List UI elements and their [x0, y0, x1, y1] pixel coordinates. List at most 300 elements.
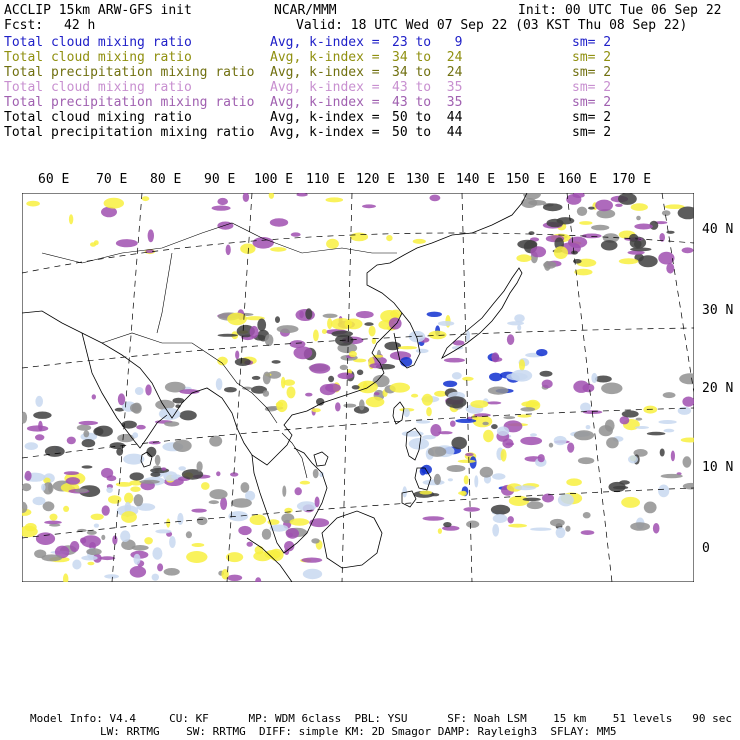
- field-k-range: 50 to 44: [392, 125, 463, 140]
- field-shade-blob: [422, 435, 436, 439]
- run-title: ACCLIP 15km ARW-GFS init: [4, 3, 192, 18]
- field-shade-blob: [35, 434, 44, 440]
- field-k-range: 50 to 44: [392, 110, 463, 125]
- field-shade-blob: [291, 232, 301, 236]
- field-shade-blob: [299, 311, 304, 318]
- field-shade-blob: [462, 377, 474, 381]
- field-shade-blob: [70, 541, 79, 552]
- field-shade-blob: [474, 475, 478, 487]
- field-shade-blob: [294, 346, 313, 359]
- field-shade-blob: [212, 206, 231, 211]
- field-shade-blob: [662, 210, 671, 216]
- field-shade-blob: [263, 390, 269, 397]
- field-shade-blob: [618, 193, 637, 205]
- field-shade-blob: [430, 493, 439, 496]
- field-shade-blob: [443, 522, 451, 527]
- field-shade-blob: [108, 495, 121, 504]
- field-shade-blob: [326, 197, 344, 202]
- longitude-label: 60 E: [38, 172, 70, 187]
- field-shade-blob: [404, 408, 410, 417]
- field-shade-blob: [621, 497, 640, 508]
- valid-time: Valid: 18 UTC Wed 07 Sep 22 (03 KST Thu 08 Sep 22): [296, 18, 688, 33]
- field-shade-blob: [549, 443, 553, 448]
- field-smoothing: sm= 2: [572, 80, 612, 95]
- field-shade-blob: [323, 314, 338, 318]
- field-shade-blob: [683, 456, 692, 467]
- field-shade-blob: [636, 216, 641, 221]
- field-name: Total precipitation mixing ratio: [4, 95, 255, 110]
- field-shade-blob: [636, 418, 643, 421]
- field-shade-blob: [540, 371, 553, 377]
- field-shade-blob: [536, 349, 547, 356]
- field-shade-blob: [192, 543, 205, 547]
- field-shade-blob: [554, 436, 567, 445]
- field-shade-blob: [50, 514, 58, 521]
- field-shade-blob: [257, 319, 266, 332]
- field-shade-blob: [352, 385, 360, 389]
- field-shade-blob: [573, 259, 582, 264]
- field-shade-blob: [630, 248, 651, 252]
- field-shade-blob: [357, 370, 363, 376]
- field-k-range: 43 to 35: [392, 80, 463, 95]
- field-shade-blob: [566, 478, 582, 486]
- field-shade-blob: [503, 416, 515, 419]
- field-shade-blob: [296, 193, 307, 197]
- field-shade-blob: [66, 477, 80, 485]
- field-shade-blob: [364, 322, 373, 326]
- field-shade-blob: [374, 392, 380, 395]
- field-shade-blob: [25, 442, 38, 450]
- field-shade-blob: [191, 509, 206, 513]
- field-shade-blob: [92, 394, 96, 399]
- field-shade-blob: [87, 562, 94, 565]
- field-shade-blob: [514, 485, 536, 490]
- field-shade-blob: [411, 394, 418, 398]
- longitude-label: 160 E: [558, 172, 598, 187]
- field-name: Total cloud mixing ratio: [4, 35, 192, 50]
- field-name: Total cloud mixing ratio: [4, 50, 192, 65]
- field-shade-blob: [121, 511, 137, 523]
- field-avg-label: Avg, k-index =: [270, 125, 380, 140]
- field-shade-blob: [25, 523, 37, 531]
- field-shade-blob: [506, 373, 527, 380]
- field-shade-blob: [530, 528, 551, 531]
- latitude-label: 40 N: [702, 222, 734, 237]
- field-shade-blob: [95, 426, 113, 437]
- field-shade-blob: [81, 556, 97, 561]
- field-shade-blob: [343, 404, 356, 408]
- field-shade-blob: [262, 529, 271, 540]
- field-shade-blob: [634, 224, 653, 230]
- field-shade-blob: [556, 527, 566, 538]
- field-shade-blob: [448, 478, 453, 481]
- field-shade-blob: [33, 497, 46, 505]
- field-shade-blob: [508, 524, 527, 528]
- field-shade-blob: [438, 431, 452, 434]
- field-name: Total precipitation mixing ratio: [4, 65, 255, 80]
- field-shade-blob: [145, 384, 151, 395]
- field-shade-blob: [275, 316, 280, 323]
- field-shade-blob: [458, 491, 465, 495]
- field-shade-blob: [217, 222, 233, 230]
- field-shade-blob: [658, 420, 676, 424]
- field-shade-blob: [311, 538, 319, 543]
- model-info-line1: Model Info: V4.4 CU: KF MP: WDM 6class PBL: YSU SF: Noah LSM 15 km 51 levels 90 sec: [30, 712, 732, 725]
- field-shade-blob: [470, 400, 488, 408]
- field-shade-blob: [586, 425, 591, 429]
- field-shade-blob: [520, 437, 542, 445]
- field-shade-blob: [303, 569, 322, 579]
- field-shade-blob: [235, 351, 239, 360]
- field-shade-blob: [305, 308, 312, 319]
- field-shade-blob: [130, 486, 140, 492]
- field-shade-blob: [270, 218, 288, 226]
- field-name: Total precipitation mixing ratio: [4, 125, 255, 140]
- field-shade-blob: [601, 383, 622, 395]
- field-shade-blob: [666, 231, 674, 234]
- forecast-hour: 42 h: [64, 18, 96, 33]
- field-shade-blob: [489, 373, 502, 382]
- field-shade-blob: [547, 219, 564, 228]
- field-shade-blob: [104, 574, 119, 578]
- field-k-range: 43 to 35: [392, 95, 463, 110]
- latitude-label: 0: [702, 541, 710, 556]
- field-shade-blob: [312, 408, 321, 412]
- field-shade-blob: [69, 214, 73, 224]
- field-shade-blob: [428, 447, 446, 457]
- field-shade-blob: [466, 521, 479, 528]
- field-shade-blob: [272, 360, 281, 364]
- field-shade-blob: [25, 471, 32, 481]
- field-shade-blob: [480, 467, 493, 478]
- field-shade-blob: [263, 372, 271, 385]
- field-shade-blob: [543, 261, 556, 269]
- field-shade-blob: [452, 372, 462, 379]
- field-shade-blob: [455, 419, 476, 423]
- field-shade-blob: [491, 505, 510, 515]
- field-shade-blob: [72, 560, 81, 570]
- field-shade-blob: [666, 263, 674, 274]
- field-shade-blob: [574, 269, 592, 276]
- field-k-range: 23 to 9: [392, 35, 463, 50]
- field-shade-blob: [310, 363, 331, 373]
- field-shade-blob: [102, 505, 110, 515]
- field-shade-blob: [173, 440, 192, 452]
- field-shade-blob: [416, 420, 431, 423]
- field-shade-blob: [241, 482, 250, 493]
- field-shade-blob: [567, 443, 574, 453]
- field-shade-blob: [463, 507, 480, 512]
- field-shade-blob: [82, 465, 93, 468]
- field-shade-blob: [443, 381, 457, 387]
- field-shade-blob: [313, 469, 319, 478]
- field-shade-blob: [362, 204, 376, 208]
- field-shade-blob: [434, 474, 441, 485]
- field-shade-blob: [595, 376, 612, 383]
- field-shade-blob: [647, 432, 666, 436]
- field-shade-blob: [277, 325, 299, 333]
- field-shade-blob: [135, 387, 144, 395]
- field-shade-blob: [155, 529, 171, 533]
- field-shade-blob: [75, 488, 88, 492]
- field-shade-blob: [300, 481, 310, 485]
- longitude-label: 70 E: [96, 172, 128, 187]
- field-shade-blob: [152, 574, 159, 581]
- field-shade-blob: [529, 231, 535, 235]
- field-shade-blob: [622, 410, 639, 417]
- field-shade-blob: [583, 512, 591, 518]
- field-shade-blob: [112, 535, 117, 544]
- field-shade-blob: [366, 397, 385, 408]
- field-shade-blob: [313, 330, 319, 342]
- field-shade-blob: [398, 346, 417, 349]
- center-label: NCAR/MMM: [274, 3, 337, 18]
- field-shade-blob: [658, 252, 674, 265]
- field-shade-blob: [591, 225, 609, 231]
- field-shade-blob: [409, 438, 429, 450]
- field-shade-blob: [429, 195, 440, 202]
- field-shade-blob: [130, 472, 144, 480]
- field-shade-blob: [178, 466, 186, 470]
- field-shade-blob: [235, 358, 251, 366]
- field-shade-blob: [630, 522, 650, 531]
- field-shade-blob: [290, 518, 310, 525]
- field-shade-blob: [420, 491, 433, 495]
- field-shade-blob: [35, 396, 43, 407]
- field-shade-blob: [283, 379, 295, 385]
- field-shade-blob: [149, 441, 161, 444]
- field-shade-blob: [356, 311, 374, 318]
- field-shade-blob: [331, 318, 352, 330]
- field-shade-blob: [595, 200, 613, 212]
- field-shade-blob: [286, 528, 299, 539]
- field-avg-label: Avg, k-index =: [270, 35, 380, 50]
- field-avg-label: Avg, k-index =: [270, 50, 380, 65]
- field-shade-blob: [516, 254, 531, 262]
- field-shade-blob: [265, 334, 274, 346]
- field-shade-blob: [325, 383, 341, 392]
- forecast-map: [22, 193, 694, 582]
- field-shade-blob: [384, 342, 401, 351]
- init-time: Init: 00 UTC Tue 06 Sep 22: [518, 3, 722, 18]
- field-shade-blob: [209, 500, 219, 504]
- model-info-line2: LW: RRTMG SW: RRTMG DIFF: simple KM: 2D Smagor DAMP: Rayleigh3 SFLAY: MM5: [100, 725, 617, 738]
- field-shade-blob: [644, 502, 657, 514]
- field-shade-blob: [326, 239, 339, 249]
- field-shade-blob: [282, 486, 286, 497]
- field-shade-blob: [316, 398, 324, 406]
- field-shade-blob: [390, 383, 410, 393]
- field-shade-blob: [169, 536, 176, 548]
- field-shade-blob: [41, 484, 45, 491]
- field-avg-label: Avg, k-index =: [270, 95, 380, 110]
- field-shade-blob: [615, 204, 623, 207]
- field-shade-blob: [132, 432, 138, 438]
- field-shade-blob: [301, 558, 322, 563]
- field-shade-blob: [270, 247, 286, 252]
- field-shade-blob: [542, 380, 553, 389]
- field-shade-blob: [400, 357, 412, 367]
- field-shade-blob: [315, 497, 320, 508]
- field-k-range: 34 to 24: [392, 50, 463, 65]
- field-shade-blob: [134, 554, 141, 565]
- field-shade-blob: [601, 240, 618, 250]
- field-name: Total cloud mixing ratio: [4, 80, 192, 95]
- field-shade-blob: [252, 376, 261, 380]
- field-shade-blob: [507, 334, 514, 345]
- field-shade-blob: [186, 531, 192, 538]
- field-shade-blob: [359, 399, 365, 410]
- field-shade-blob: [216, 378, 223, 390]
- field-shade-blob: [48, 482, 52, 492]
- field-shade-blob: [508, 516, 514, 523]
- field-shade-blob: [309, 518, 329, 527]
- field-shade-blob: [402, 431, 424, 437]
- field-shade-blob: [238, 526, 251, 535]
- field-shade-blob: [416, 349, 429, 353]
- field-shade-blob: [458, 460, 476, 463]
- field-shade-blob: [150, 472, 160, 477]
- field-shade-blob: [682, 247, 694, 253]
- field-shade-blob: [465, 453, 473, 456]
- field-shade-blob: [635, 426, 649, 429]
- field-shade-blob: [363, 382, 368, 391]
- field-shade-blob: [520, 407, 535, 411]
- field-shade-blob: [579, 221, 592, 225]
- field-shade-blob: [447, 465, 466, 472]
- field-shade-blob: [99, 556, 115, 560]
- field-shade-blob: [543, 203, 563, 211]
- field-shade-blob: [94, 524, 99, 528]
- field-shade-blob: [130, 566, 146, 578]
- field-shade-blob: [609, 482, 626, 492]
- field-shade-blob: [413, 239, 426, 244]
- field-shade-blob: [44, 521, 62, 525]
- field-shade-blob: [164, 421, 179, 426]
- field-shade-blob: [186, 551, 207, 563]
- field-shade-blob: [619, 258, 639, 264]
- field-shade-blob: [77, 425, 91, 431]
- field-shade-blob: [179, 410, 196, 420]
- field-shade-blob: [328, 376, 334, 382]
- field-shade-blob: [216, 471, 220, 476]
- field-shade-blob: [150, 468, 169, 473]
- field-shade-blob: [634, 240, 642, 248]
- field-shade-blob: [104, 198, 124, 209]
- field-shade-blob: [438, 528, 442, 534]
- field-shade-blob: [82, 439, 96, 447]
- field-shade-blob: [41, 554, 62, 561]
- field-shade-blob: [177, 513, 183, 525]
- field-shade-blob: [523, 498, 541, 502]
- field-smoothing: sm= 2: [572, 125, 612, 140]
- field-shade-blob: [578, 457, 594, 464]
- field-smoothing: sm= 2: [572, 50, 612, 65]
- field-shade-blob: [591, 373, 597, 383]
- longitude-label: 90 E: [204, 172, 236, 187]
- field-shade-blob: [36, 532, 55, 545]
- field-shade-blob: [124, 493, 133, 504]
- field-shade-blob: [152, 547, 162, 559]
- longitude-label: 120 E: [356, 172, 396, 187]
- field-shade-blob: [118, 393, 125, 405]
- field-shade-blob: [517, 325, 521, 331]
- field-shade-blob: [350, 233, 368, 242]
- field-shade-blob: [422, 394, 433, 406]
- field-shade-blob: [464, 475, 469, 484]
- field-shade-blob: [90, 242, 96, 247]
- field-shade-blob: [427, 312, 442, 317]
- longitude-label: 130 E: [406, 172, 446, 187]
- field-shade-blob: [658, 485, 669, 498]
- field-shade-blob: [224, 387, 237, 392]
- field-shade-blob: [91, 514, 104, 520]
- field-shade-blob: [146, 447, 156, 457]
- field-shade-blob: [86, 548, 101, 555]
- field-shade-blob: [340, 365, 348, 370]
- field-shade-blob: [491, 352, 499, 362]
- field-shade-blob: [101, 535, 105, 540]
- field-avg-label: Avg, k-index =: [270, 110, 380, 125]
- field-avg-label: Avg, k-index =: [270, 80, 380, 95]
- longitude-label: 110 E: [306, 172, 346, 187]
- field-shade-blob: [220, 497, 227, 510]
- field-shade-blob: [27, 425, 48, 431]
- longitude-label: 150 E: [506, 172, 546, 187]
- field-shade-blob: [295, 487, 302, 495]
- field-shade-blob: [217, 198, 228, 205]
- field-shade-blob: [538, 454, 545, 462]
- field-shade-blob: [606, 437, 619, 448]
- field-shade-blob: [389, 318, 402, 330]
- field-shade-blob: [79, 421, 99, 425]
- longitude-label: 170 E: [612, 172, 652, 187]
- field-shade-blob: [250, 326, 259, 338]
- longitude-label: 80 E: [150, 172, 182, 187]
- field-shade-blob: [497, 426, 509, 436]
- field-smoothing: sm= 2: [572, 35, 612, 50]
- field-shade-blob: [491, 424, 498, 429]
- field-shade-blob: [386, 235, 392, 241]
- field-shade-blob: [638, 255, 657, 267]
- field-shade-blob: [509, 496, 529, 506]
- field-shade-blob: [514, 314, 525, 322]
- field-shade-blob: [163, 471, 177, 481]
- field-shade-blob: [338, 373, 354, 380]
- field-shade-blob: [106, 487, 113, 493]
- field-shade-blob: [558, 494, 574, 507]
- field-shade-blob: [550, 519, 565, 527]
- field-shade-blob: [197, 461, 203, 472]
- field-shade-blob: [660, 449, 665, 457]
- field-shade-blob: [134, 494, 144, 506]
- field-k-range: 34 to 24: [392, 65, 463, 80]
- field-shade-blob: [64, 471, 79, 475]
- field-shade-blob: [527, 501, 544, 509]
- field-shade-blob: [26, 201, 40, 207]
- field-shade-blob: [628, 455, 638, 463]
- field-shade-blob: [139, 480, 160, 484]
- field-shade-blob: [521, 401, 539, 407]
- field-shade-blob: [438, 321, 454, 326]
- field-shade-blob: [581, 530, 595, 535]
- field-shade-blob: [573, 381, 589, 393]
- field-shade-blob: [148, 229, 154, 242]
- field-shade-blob: [568, 237, 587, 248]
- field-shade-blob: [33, 412, 51, 419]
- field-shade-blob: [250, 514, 267, 525]
- field-shade-blob: [130, 403, 141, 413]
